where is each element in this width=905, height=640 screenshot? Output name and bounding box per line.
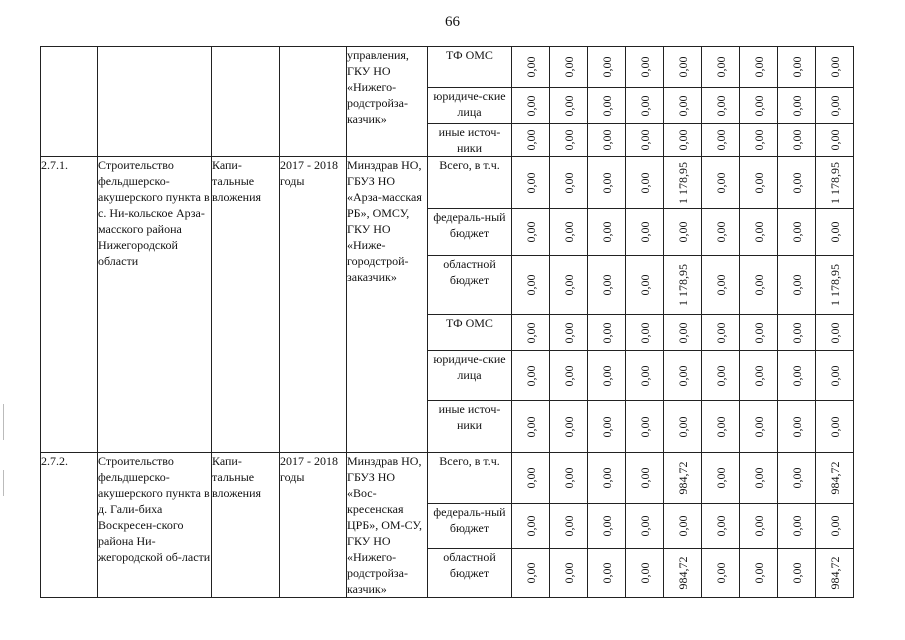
amount-cell xyxy=(702,256,740,315)
amount-value: 0,00 xyxy=(789,416,804,437)
amount-cell xyxy=(626,157,664,209)
amount-cell xyxy=(740,256,778,315)
amount-value: 0,00 xyxy=(789,129,804,151)
amount-cell xyxy=(626,351,664,401)
amount-value: 0,00 xyxy=(523,322,538,343)
amount-value: 0,00 xyxy=(675,56,690,78)
amount-cell xyxy=(816,548,854,597)
amount-value: 0,00 xyxy=(751,221,766,243)
item-name: Строительство фельдшерско-акушерского пункта в с. Ни-кольское Арза-масского района Нижегородской области xyxy=(98,157,212,453)
amount-value: 0,00 xyxy=(523,95,538,116)
amount-cell xyxy=(550,256,588,315)
amount-value: 0,00 xyxy=(751,515,766,537)
amount-cell xyxy=(702,504,740,548)
amount-value: 0,00 xyxy=(523,221,538,243)
amount-cell xyxy=(816,88,854,124)
amount-cell xyxy=(588,88,626,124)
amount-value: 0,00 xyxy=(751,467,766,489)
amount-value: 984,72 xyxy=(827,461,842,495)
amount-value: 0,00 xyxy=(751,365,766,386)
amount-cell xyxy=(740,548,778,597)
amount-value: 0,00 xyxy=(827,129,842,151)
amount-value: 0,00 xyxy=(827,416,842,437)
amount-cell xyxy=(740,157,778,209)
amount-cell xyxy=(664,256,702,315)
amount-value: 0,00 xyxy=(675,365,690,386)
budget-table xyxy=(40,46,854,598)
amount-value: 0,00 xyxy=(789,172,804,193)
amount-value: 0,00 xyxy=(751,322,766,343)
amount-cell xyxy=(740,88,778,124)
amount-value: 0,00 xyxy=(789,365,804,386)
amount-value: 984,72 xyxy=(675,461,690,495)
amount-value: 0,00 xyxy=(523,467,538,489)
amount-value: 0,00 xyxy=(523,129,538,151)
amount-cell xyxy=(778,351,816,401)
amount-cell xyxy=(778,256,816,315)
amount-cell xyxy=(664,315,702,351)
amount-cell xyxy=(588,47,626,88)
amount-cell xyxy=(816,504,854,548)
amount-cell xyxy=(588,401,626,453)
amount-value: 0,00 xyxy=(713,172,728,193)
item-number: 2.7.1. xyxy=(41,157,98,453)
amount-cell xyxy=(740,351,778,401)
amount-cell xyxy=(626,548,664,597)
amount-cell xyxy=(512,209,550,256)
amount-value: 0,00 xyxy=(523,56,538,78)
amount-cell xyxy=(626,88,664,124)
expense-type: Капи-тальные вложения xyxy=(212,453,280,598)
implementation-period xyxy=(280,47,347,157)
amount-value: 0,00 xyxy=(523,172,538,193)
amount-value: 0,00 xyxy=(789,221,804,243)
amount-value: 0,00 xyxy=(561,274,576,296)
amount-cell xyxy=(550,401,588,453)
amount-value: 0,00 xyxy=(523,274,538,296)
amount-cell xyxy=(740,209,778,256)
amount-value: 0,00 xyxy=(599,515,614,537)
amount-cell xyxy=(588,504,626,548)
amount-cell xyxy=(512,351,550,401)
amount-value: 0,00 xyxy=(599,129,614,151)
amount-cell xyxy=(550,315,588,351)
amount-cell xyxy=(778,315,816,351)
amount-cell xyxy=(588,209,626,256)
amount-value: 0,00 xyxy=(713,56,728,78)
funding-source: иные источ-ники xyxy=(428,401,512,453)
amount-value: 0,00 xyxy=(637,172,652,193)
amount-value: 984,72 xyxy=(675,556,690,590)
amount-value: 0,00 xyxy=(523,562,538,584)
amount-cell xyxy=(702,47,740,88)
amount-value: 0,00 xyxy=(713,365,728,386)
amount-value: 0,00 xyxy=(599,562,614,584)
amount-cell xyxy=(550,453,588,504)
amount-value: 0,00 xyxy=(637,515,652,537)
amount-value: 0,00 xyxy=(523,365,538,386)
funding-source: Всего, в т.ч. xyxy=(428,453,512,504)
amount-value: 0,00 xyxy=(523,416,538,437)
item-number: 2.7.2. xyxy=(41,453,98,598)
amount-cell xyxy=(816,209,854,256)
amount-cell xyxy=(702,315,740,351)
amount-cell xyxy=(740,401,778,453)
amount-cell xyxy=(664,47,702,88)
scan-margin-mark xyxy=(3,470,4,496)
amount-cell xyxy=(588,548,626,597)
funding-row xyxy=(41,453,854,504)
funding-row xyxy=(41,157,854,209)
expense-type: Капи-тальные вложения xyxy=(212,157,280,453)
amount-value: 0,00 xyxy=(599,365,614,386)
amount-cell xyxy=(512,315,550,351)
amount-cell xyxy=(550,351,588,401)
amount-value: 0,00 xyxy=(827,56,842,78)
executor-list: Минздрав НО, ГБУЗ НО «Арза-масская РБ», ОМСУ, ГКУ НО «Ниже-городстрой-заказчик» xyxy=(347,157,428,453)
amount-value: 0,00 xyxy=(561,129,576,151)
amount-cell xyxy=(550,157,588,209)
amount-value: 0,00 xyxy=(523,515,538,537)
amount-cell xyxy=(816,256,854,315)
funding-source: Всего, в т.ч. xyxy=(428,157,512,209)
amount-value: 0,00 xyxy=(561,95,576,116)
amount-cell xyxy=(778,157,816,209)
amount-cell xyxy=(550,209,588,256)
amount-cell xyxy=(816,351,854,401)
funding-source: федераль-ный бюджет xyxy=(428,504,512,548)
amount-cell xyxy=(778,453,816,504)
amount-value: 1 178,95 xyxy=(675,161,690,204)
amount-value: 0,00 xyxy=(751,56,766,78)
amount-cell xyxy=(512,124,550,157)
amount-value: 0,00 xyxy=(561,467,576,489)
expense-type xyxy=(212,47,280,157)
amount-value: 0,00 xyxy=(713,562,728,584)
amount-cell xyxy=(702,209,740,256)
amount-cell xyxy=(626,401,664,453)
amount-value: 0,00 xyxy=(675,95,690,116)
amount-value: 0,00 xyxy=(713,515,728,537)
funding-source: юридиче-ские лица xyxy=(428,351,512,401)
amount-value: 0,00 xyxy=(751,274,766,296)
amount-cell xyxy=(626,453,664,504)
amount-cell xyxy=(588,124,626,157)
amount-cell xyxy=(778,47,816,88)
amount-cell xyxy=(816,47,854,88)
amount-cell xyxy=(626,256,664,315)
amount-cell xyxy=(816,453,854,504)
amount-value: 0,00 xyxy=(827,95,842,116)
amount-value: 0,00 xyxy=(561,416,576,437)
scan-margin-mark xyxy=(3,404,4,440)
amount-value: 0,00 xyxy=(561,172,576,193)
amount-value: 0,00 xyxy=(751,129,766,151)
amount-cell xyxy=(778,504,816,548)
amount-value: 0,00 xyxy=(637,467,652,489)
amount-value: 1 178,95 xyxy=(827,161,842,204)
amount-value: 0,00 xyxy=(637,322,652,343)
funding-row xyxy=(41,47,854,88)
amount-cell xyxy=(512,453,550,504)
amount-value: 0,00 xyxy=(599,416,614,437)
amount-value: 0,00 xyxy=(789,95,804,116)
amount-value: 0,00 xyxy=(751,562,766,584)
amount-value: 0,00 xyxy=(827,515,842,537)
amount-value: 0,00 xyxy=(751,172,766,193)
amount-value: 0,00 xyxy=(675,416,690,437)
amount-cell xyxy=(626,209,664,256)
amount-value: 0,00 xyxy=(827,365,842,386)
amount-cell xyxy=(588,453,626,504)
amount-value: 0,00 xyxy=(713,221,728,243)
amount-cell xyxy=(550,548,588,597)
amount-cell xyxy=(778,209,816,256)
amount-value: 0,00 xyxy=(789,274,804,296)
item-number xyxy=(41,47,98,157)
amount-cell xyxy=(588,315,626,351)
amount-cell xyxy=(512,401,550,453)
amount-cell xyxy=(740,315,778,351)
amount-cell xyxy=(778,401,816,453)
amount-cell xyxy=(588,157,626,209)
amount-value: 0,00 xyxy=(637,56,652,78)
amount-cell xyxy=(512,256,550,315)
amount-cell xyxy=(626,504,664,548)
amount-value: 0,00 xyxy=(599,221,614,243)
amount-cell xyxy=(664,504,702,548)
amount-value: 0,00 xyxy=(713,95,728,116)
amount-cell xyxy=(512,157,550,209)
amount-cell xyxy=(588,256,626,315)
funding-source: ТФ ОМС xyxy=(428,315,512,351)
amount-cell xyxy=(588,351,626,401)
page-number: 66 xyxy=(445,14,460,30)
amount-cell xyxy=(778,124,816,157)
amount-cell xyxy=(702,88,740,124)
amount-value: 0,00 xyxy=(637,365,652,386)
amount-cell xyxy=(702,453,740,504)
funding-source: федераль-ный бюджет xyxy=(428,209,512,256)
amount-value: 0,00 xyxy=(637,129,652,151)
amount-value: 0,00 xyxy=(713,129,728,151)
amount-cell xyxy=(664,88,702,124)
amount-cell xyxy=(816,315,854,351)
amount-value: 0,00 xyxy=(599,56,614,78)
amount-value: 0,00 xyxy=(561,365,576,386)
amount-value: 0,00 xyxy=(637,95,652,116)
funding-source: юридиче-ские лица xyxy=(428,88,512,124)
amount-value: 1 178,95 xyxy=(827,264,842,306)
funding-source: ТФ ОМС xyxy=(428,47,512,88)
funding-source: областной бюджет xyxy=(428,256,512,315)
amount-value: 0,00 xyxy=(789,562,804,584)
amount-cell xyxy=(778,88,816,124)
amount-value: 0,00 xyxy=(751,95,766,116)
amount-cell xyxy=(664,124,702,157)
amount-cell xyxy=(740,504,778,548)
amount-value: 0,00 xyxy=(637,274,652,296)
amount-cell xyxy=(816,124,854,157)
amount-value: 0,00 xyxy=(561,221,576,243)
funding-source: иные источ-ники xyxy=(428,124,512,157)
item-name xyxy=(98,47,212,157)
amount-value: 0,00 xyxy=(561,562,576,584)
amount-value: 0,00 xyxy=(561,56,576,78)
amount-value: 0,00 xyxy=(789,467,804,489)
amount-cell xyxy=(512,88,550,124)
amount-cell xyxy=(550,504,588,548)
amount-cell xyxy=(702,157,740,209)
amount-value: 0,00 xyxy=(789,56,804,78)
amount-cell xyxy=(626,47,664,88)
amount-cell xyxy=(664,157,702,209)
amount-value: 0,00 xyxy=(637,416,652,437)
amount-cell xyxy=(512,47,550,88)
amount-value: 0,00 xyxy=(751,416,766,437)
funding-source: областной бюджет xyxy=(428,548,512,597)
amount-value: 0,00 xyxy=(713,416,728,437)
amount-cell xyxy=(626,315,664,351)
amount-value: 0,00 xyxy=(675,129,690,151)
amount-cell xyxy=(664,401,702,453)
amount-value: 0,00 xyxy=(713,467,728,489)
amount-value: 0,00 xyxy=(599,95,614,116)
amount-cell xyxy=(702,401,740,453)
amount-value: 1 178,95 xyxy=(675,264,690,306)
amount-cell xyxy=(702,548,740,597)
amount-value: 0,00 xyxy=(599,322,614,343)
amount-value: 984,72 xyxy=(827,556,842,590)
amount-value: 0,00 xyxy=(827,221,842,243)
amount-value: 0,00 xyxy=(713,322,728,343)
amount-value: 0,00 xyxy=(675,322,690,343)
amount-value: 0,00 xyxy=(561,322,576,343)
amount-cell xyxy=(664,548,702,597)
amount-value: 0,00 xyxy=(827,322,842,343)
amount-value: 0,00 xyxy=(789,515,804,537)
amount-value: 0,00 xyxy=(637,562,652,584)
executor-list: Минздрав НО, ГБУЗ НО «Вос-кресенская ЦРБ», ОМ-СУ, ГКУ НО «Нижего-родстройза-казчик» xyxy=(347,453,428,598)
amount-cell xyxy=(664,453,702,504)
amount-value: 0,00 xyxy=(675,221,690,243)
executor-list: управления, ГКУ НО «Нижего-родстройза-казчик» xyxy=(347,47,428,157)
amount-cell xyxy=(740,124,778,157)
amount-value: 0,00 xyxy=(599,172,614,193)
amount-value: 0,00 xyxy=(561,515,576,537)
amount-cell xyxy=(550,88,588,124)
amount-cell xyxy=(740,453,778,504)
amount-cell xyxy=(550,124,588,157)
amount-cell xyxy=(816,401,854,453)
amount-value: 0,00 xyxy=(599,467,614,489)
amount-value: 0,00 xyxy=(599,274,614,296)
amount-cell xyxy=(740,47,778,88)
amount-cell xyxy=(816,157,854,209)
amount-value: 0,00 xyxy=(637,221,652,243)
amount-cell xyxy=(626,124,664,157)
implementation-period: 2017 - 2018 годы xyxy=(280,157,347,453)
amount-value: 0,00 xyxy=(789,322,804,343)
amount-cell xyxy=(702,124,740,157)
amount-value: 0,00 xyxy=(713,274,728,296)
amount-cell xyxy=(664,351,702,401)
amount-cell xyxy=(512,548,550,597)
implementation-period: 2017 - 2018 годы xyxy=(280,453,347,598)
amount-cell xyxy=(550,47,588,88)
amount-cell xyxy=(778,548,816,597)
amount-value: 0,00 xyxy=(675,515,690,537)
amount-cell xyxy=(664,209,702,256)
amount-cell xyxy=(702,351,740,401)
item-name: Строительство фельдшерско-акушерского пункта в д. Гали-биха Воскресен-ского района Ни-жегородской об-ласти xyxy=(98,453,212,598)
amount-cell xyxy=(512,504,550,548)
